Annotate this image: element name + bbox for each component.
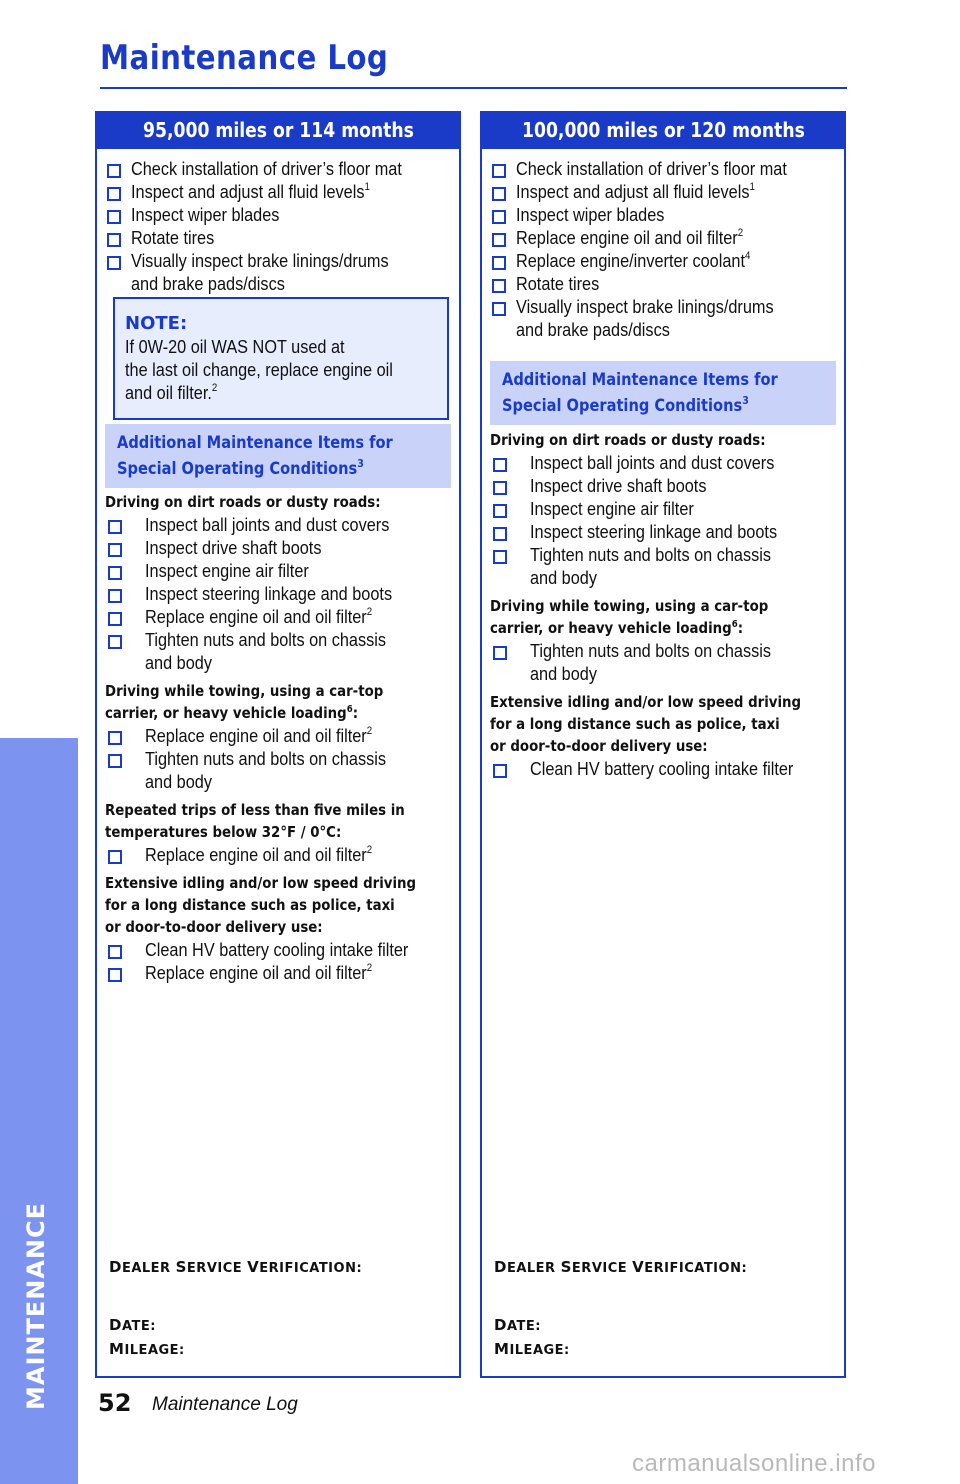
checklist-item: Check installation of driver’s floor mat: [105, 157, 451, 180]
checklist-item: Replace engine/inverter coolant$^4$: [490, 249, 836, 272]
mileage-label: MILEAGE:: [494, 1340, 570, 1358]
checklist-item-cont: and brake pads/discs: [131, 273, 285, 294]
page-number: 52: [98, 1389, 132, 1417]
date-label: DATE:: [494, 1316, 541, 1334]
condition-heading: Driving on dirt roads or dusty roads:: [490, 431, 766, 449]
title-rule: [100, 87, 847, 89]
checkbox[interactable]: [108, 850, 122, 864]
checklist-item: Inspect ball joints and dust covers: [105, 513, 451, 536]
checklist-item: Replace engine oil and oil filter$^2$: [105, 961, 451, 984]
checkbox[interactable]: [492, 302, 506, 316]
checklist-item: Inspect and adjust all fluid levels$^1$: [105, 180, 451, 203]
checklist-item: Tighten nuts and bolts on chassis: [490, 543, 836, 566]
checkbox[interactable]: [492, 233, 506, 247]
watermark: carmanualsonline.info: [632, 1450, 876, 1477]
checkbox[interactable]: [493, 646, 507, 660]
dealer-verification-label: DEALER SERVICE VERIFICATION:: [494, 1258, 748, 1276]
checkbox[interactable]: [108, 968, 122, 982]
checklist-item: Inspect wiper blades: [490, 203, 836, 226]
checkbox[interactable]: [493, 481, 507, 495]
checklist-item: Tighten nuts and bolts on chassis: [490, 639, 836, 662]
checkbox[interactable]: [492, 256, 506, 270]
checklist-item: Replace engine oil and oil filter$^2$: [105, 605, 451, 628]
checkbox[interactable]: [107, 187, 121, 201]
special-conditions: [490, 423, 836, 780]
checklist-item: Rotate tires: [490, 272, 836, 295]
checkbox[interactable]: [107, 210, 121, 224]
checklist-item: Inspect drive shaft boots: [490, 474, 836, 497]
checkbox[interactable]: [492, 279, 506, 293]
condition-heading: Driving while towing, using a car-top carrier, or heavy vehicle loading$^6$:: [490, 597, 769, 637]
checkbox[interactable]: [108, 543, 122, 557]
checklist-item: Inspect and adjust all fluid levels$^1$: [490, 180, 836, 203]
checkbox[interactable]: [108, 612, 122, 626]
date-label: DATE:: [109, 1316, 156, 1334]
checkbox[interactable]: [107, 233, 121, 247]
checklist-item: Inspect ball joints and dust covers: [490, 451, 836, 474]
special-conditions: [105, 485, 451, 984]
condition-heading: Extensive idling and/or low speed driving for a long distance such as police, taxi or door-to-door delivery use:: [490, 693, 802, 755]
page-title: Maintenance Log: [100, 38, 389, 78]
main-checklist: [490, 157, 836, 341]
interval-95000-panel: [95, 111, 461, 1378]
condition-heading: Extensive idling and/or low speed driving for a long distance such as police, taxi or door-to-door delivery use:: [105, 874, 417, 936]
checkbox[interactable]: [107, 256, 121, 270]
additional-items-heading: Additional Maintenance Items for Special Operating Conditions$^3$: [105, 424, 451, 488]
checklist-item: Clean HV battery cooling intake filter: [105, 938, 451, 961]
checkbox[interactable]: [108, 731, 122, 745]
checkbox[interactable]: [108, 520, 122, 534]
checkbox[interactable]: [492, 164, 506, 178]
condition-heading: Driving on dirt roads or dusty roads:: [105, 493, 381, 511]
checklist-item: Inspect engine air filter: [105, 559, 451, 582]
checkbox[interactable]: [108, 589, 122, 603]
interval-header: 95,000 miles or 114 months: [95, 111, 461, 149]
checkbox[interactable]: [492, 187, 506, 201]
page-footer-label: Maintenance Log: [152, 1394, 298, 1415]
checkbox[interactable]: [493, 458, 507, 472]
checklist-item: Tighten nuts and bolts on chassis: [105, 628, 451, 651]
note-label: NOTE:: [125, 313, 188, 334]
interval-header: 100,000 miles or 120 months: [480, 111, 846, 149]
checklist-item-cont: and body: [145, 771, 212, 792]
checklist-item: Tighten nuts and bolts on chassis: [105, 747, 451, 770]
checkbox[interactable]: [493, 527, 507, 541]
oil-note: NOTE: If 0W-20 oil WAS NOT used at the last oil change, replace engine oil and oil filter.$^2$: [113, 297, 449, 420]
condition-heading: Driving while towing, using a car-top carrier, or heavy vehicle loading$^6$:: [105, 682, 384, 722]
section-side-label-wrap: [22, 1202, 62, 1410]
checklist-item-cont: and brake pads/discs: [516, 319, 670, 340]
main-checklist: [105, 157, 451, 295]
checklist-item: Inspect drive shaft boots: [105, 536, 451, 559]
checklist-item: Check installation of driver’s floor mat: [490, 157, 836, 180]
checklist-item: Inspect engine air filter: [490, 497, 836, 520]
checkbox[interactable]: [493, 550, 507, 564]
checklist-item: Inspect steering linkage and boots: [490, 520, 836, 543]
checklist-item: Visually inspect brake linings/drums: [490, 295, 836, 318]
condition-heading: Repeated trips of less than five miles in temperatures below 32°F / 0°C:: [105, 801, 405, 841]
dealer-verification-label: DEALER SERVICE VERIFICATION:: [109, 1258, 363, 1276]
checkbox[interactable]: [108, 566, 122, 580]
checklist-item: Inspect wiper blades: [105, 203, 451, 226]
checkbox[interactable]: [107, 164, 121, 178]
checklist-item-cont: and body: [530, 567, 597, 588]
checklist-item: Rotate tires: [105, 226, 451, 249]
checkbox[interactable]: [108, 635, 122, 649]
interval-100000-panel: [480, 111, 846, 1378]
checklist-item: Replace engine oil and oil filter$^2$: [490, 226, 836, 249]
checklist-item-cont: and body: [145, 652, 212, 673]
checkbox[interactable]: [108, 754, 122, 768]
checklist-item: Replace engine oil and oil filter$^2$: [105, 724, 451, 747]
checklist-item-cont: and body: [530, 663, 597, 684]
mileage-label: MILEAGE:: [109, 1340, 185, 1358]
checklist-item: Replace engine oil and oil filter$^2$: [105, 843, 451, 866]
checklist-item: Clean HV battery cooling intake filter: [490, 757, 836, 780]
checkbox[interactable]: [492, 210, 506, 224]
checkbox[interactable]: [493, 504, 507, 518]
section-side-label: MAINTENANCE: [22, 1202, 50, 1410]
additional-items-heading: Additional Maintenance Items for Special Operating Conditions$^3$: [490, 361, 836, 425]
checklist-item: Visually inspect brake linings/drums: [105, 249, 451, 272]
checkbox[interactable]: [108, 945, 122, 959]
checklist-item: Inspect steering linkage and boots: [105, 582, 451, 605]
checkbox[interactable]: [493, 764, 507, 778]
